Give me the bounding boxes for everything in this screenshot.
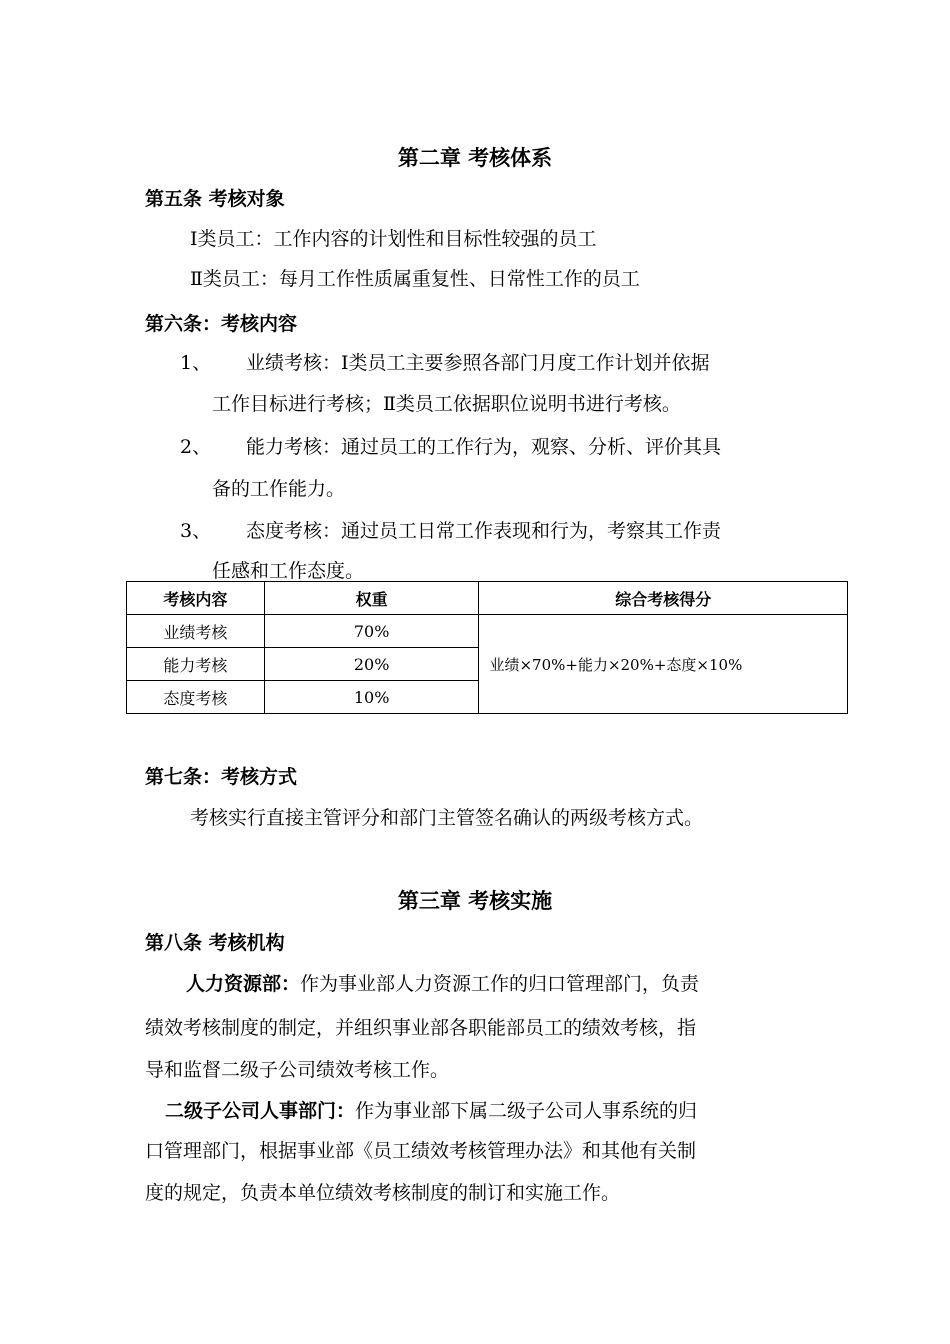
paragraph-line	[186, 969, 699, 996]
list-item-text: 任感和工作态度。	[212, 560, 365, 582]
table-cell: 业绩考核	[127, 615, 265, 648]
paragraph-line: 口管理部门，根据事业部《员工绩效考核管理办法》和其他有关制	[145, 1140, 697, 1162]
list-item-text: 备的工作能力。	[212, 478, 346, 500]
paragraph-line: Ⅱ类员工：每月工作性质属重复性、日常性工作的员工	[190, 268, 640, 290]
score-table	[126, 581, 848, 714]
table-row	[127, 615, 848, 648]
paragraph-line	[165, 1096, 697, 1123]
table-cell: 10%	[264, 681, 479, 714]
formula-cell: 业绩×70%+能力×20%+态度×10%	[479, 615, 848, 714]
article-heading: 第八条 考核机构	[145, 932, 285, 954]
paragraph-line: 考核实行直接主管评分和部门主管签名确认的两级考核方式。	[190, 807, 704, 829]
paragraph-line: Ⅰ类员工：工作内容的计划性和目标性较强的员工	[190, 228, 597, 250]
list-item-text: 能力考核：通过员工的工作行为，观察、分析、评价其具	[246, 436, 722, 458]
paragraph-line: 导和监督二级子公司绩效考核工作。	[145, 1059, 450, 1081]
paragraph-text: 作为事业部下属二级子公司人事系统的归	[355, 1100, 698, 1122]
list-item-number: 1、	[180, 352, 212, 374]
paragraph-lead: 人力资源部：	[186, 973, 301, 995]
paragraph-line: 度的规定，负责本单位绩效考核制度的制订和实施工作。	[145, 1182, 621, 1204]
table-cell: 20%	[264, 648, 479, 681]
table-cell: 态度考核	[127, 681, 265, 714]
table-cell: 70%	[264, 615, 479, 648]
article-heading: 第六条：考核内容	[145, 313, 298, 335]
paragraph-line: 绩效考核制度的制定，并组织事业部各职能部员工的绩效考核，指	[145, 1017, 697, 1039]
list-item-text: 工作目标进行考核；Ⅱ类员工依据职位说明书进行考核。	[212, 393, 681, 415]
table-header: 综合考核得分	[479, 582, 848, 615]
table-header: 权重	[264, 582, 479, 615]
list-item-number: 3、	[180, 520, 212, 542]
table-cell: 能力考核	[127, 648, 265, 681]
list-item-number: 2、	[180, 436, 212, 458]
paragraph-lead: 二级子公司人事部门：	[165, 1100, 356, 1122]
table-header: 考核内容	[127, 582, 265, 615]
paragraph-text: 作为事业部人力资源工作的归口管理部门，负责	[300, 973, 700, 995]
chapter-title: 第二章 考核体系	[397, 146, 553, 170]
article-heading: 第七条：考核方式	[145, 766, 298, 788]
chapter-title: 第三章 考核实施	[397, 889, 553, 913]
table-header-row	[127, 582, 848, 615]
article-heading: 第五条 考核对象	[145, 188, 285, 210]
list-item-text: 业绩考核：Ⅰ类员工主要参照各部门月度工作计划并依据	[246, 352, 710, 374]
list-item-text: 态度考核：通过员工日常工作表现和行为，考察其工作责	[246, 520, 722, 542]
